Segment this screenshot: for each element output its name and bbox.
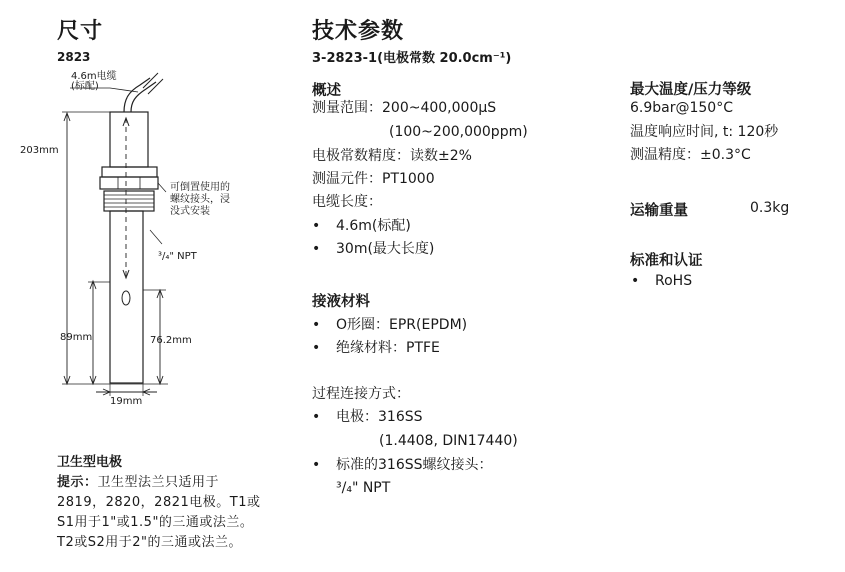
max-temp-pressure-value: 6.9bar@150°C: [630, 100, 733, 116]
shipping-weight-label: 运输重量: [630, 203, 688, 219]
dim-19mm: 19mm: [110, 396, 143, 407]
npt-label: ³/₄" NPT: [158, 251, 197, 262]
temp-response-time: 温度响应时间, t: 120秒: [630, 124, 779, 140]
model-number: 2823: [57, 50, 91, 64]
thread-note-line1: 可倒置使用的: [170, 182, 230, 193]
standard-thread-size: ³/₄" NPT: [336, 480, 391, 496]
measure-range-ppm: (100~200,000ppm): [389, 124, 528, 140]
model-constant-line: 3-2823-1(电极常数 20.0cm⁻¹): [312, 51, 512, 66]
electrode-material: • 电极：316SS: [336, 406, 423, 428]
sanitary-title: 卫生型电极: [57, 455, 123, 470]
dim-total-length: 203mm: [20, 145, 59, 156]
cable-label-standard: (标配): [71, 81, 99, 92]
measure-range: 测量范围：200~400,000μS: [312, 100, 497, 116]
thread-note-line2: 螺纹接头，浸: [170, 194, 230, 205]
cable-length-max: • 30m(最大长度): [336, 238, 434, 260]
wetted-materials-title: 接液材料: [312, 294, 370, 310]
thread-note-line3: 没式安装: [170, 206, 210, 217]
temp-accuracy: 测温精度：±0.3°C: [630, 147, 751, 163]
overview-title: 概述: [312, 83, 341, 99]
shipping-weight-value: 0.3kg: [750, 200, 790, 216]
wetted-insulation: • 绝缘材料：PTFE: [336, 337, 440, 359]
cable-length-standard: • 4.6m(标配): [336, 215, 411, 237]
cable-label: 4.6m电缆: [71, 71, 117, 82]
dim-76mm: 76.2mm: [150, 335, 192, 346]
max-temp-pressure-title: 最大温度/压力等级: [630, 82, 752, 98]
standards-title: 标准和认证: [630, 253, 703, 269]
dimensions-title: 尺寸: [57, 19, 104, 44]
tech-params-title: 技术参数: [312, 19, 405, 44]
wetted-oring: • O形圈：EPR(EPDM): [336, 314, 467, 336]
standard-rohs: • RoHS: [655, 270, 692, 292]
temp-element: 测温元件：PT1000: [312, 171, 435, 187]
dim-89mm: 89mm: [60, 332, 93, 343]
electrode-material-spec: (1.4408, DIN17440): [379, 433, 518, 449]
sanitary-note: [57, 473, 262, 553]
sanitary-note-lead: 提示：: [57, 475, 98, 490]
process-connection-title: 过程连接方式：: [312, 386, 410, 402]
probe-dimension-drawing: [0, 0, 300, 420]
standard-thread: • 标准的316SS螺纹接头：: [336, 454, 493, 476]
sanitary-note-text: 卫生型法兰只适用于2819，2820，2821电极。T1或S1用于1"或1.5"的三通或法兰。T2或S2用于2"的三通或法兰。: [57, 475, 261, 550]
cell-constant-accuracy: 电极常数精度：读数±2%: [312, 148, 472, 164]
cable-length-label: 电缆长度：: [312, 194, 382, 210]
